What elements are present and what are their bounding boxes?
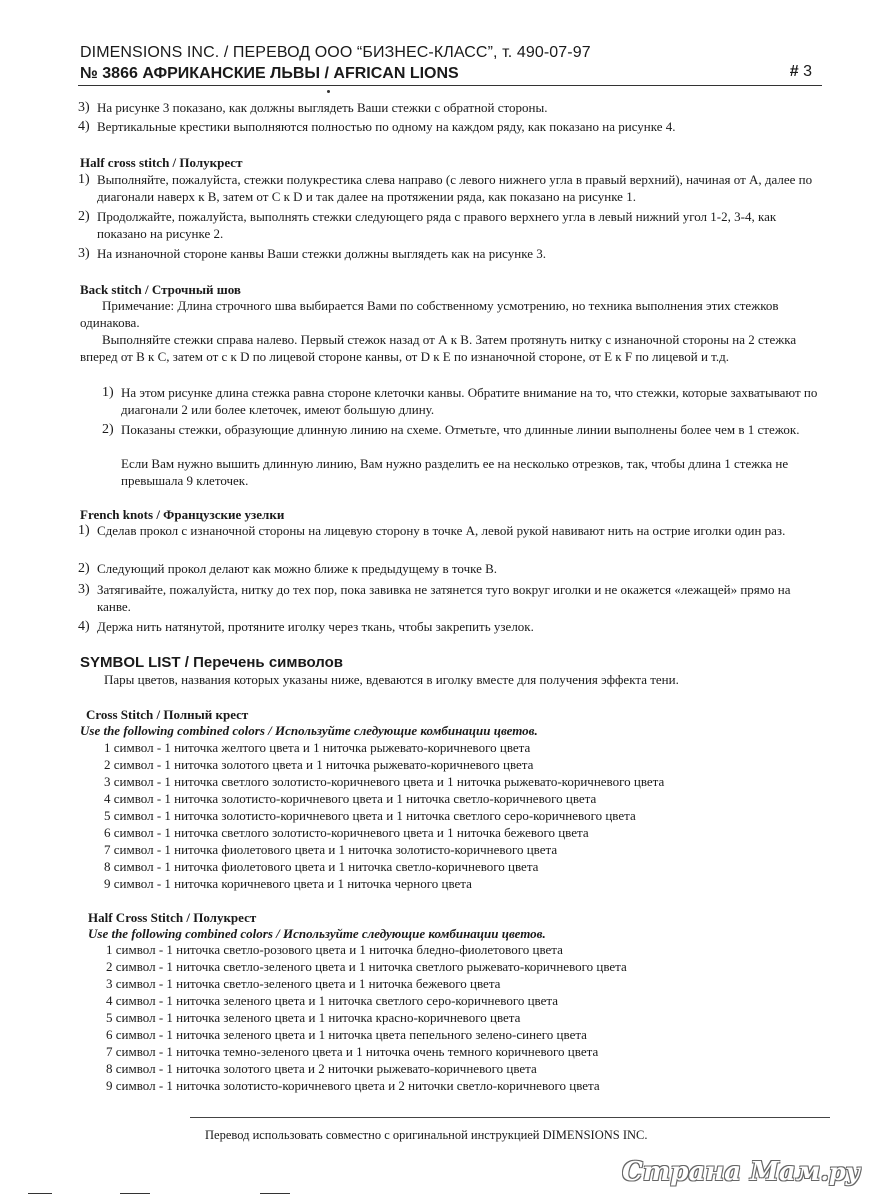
footer-rule: [190, 1117, 830, 1118]
watermark-logo: Страна Мам.ру: [622, 1157, 860, 1187]
header-rule: [78, 85, 822, 86]
page-number: [790, 63, 812, 80]
symbol-line: 1 символ - 1 ниточка светло-розового цвета и 1 ниточка бледно-фиолетового цвета: [106, 942, 563, 957]
symbol-line: 7 символ - 1 ниточка темно-зеленого цвета и 1 ниточка очень темного коричневого цвета: [106, 1044, 599, 1059]
symbol-line: 3 символ - 1 ниточка светло-зеленого цвета и 1 ниточка бежевого цвета: [106, 976, 501, 991]
back-stitch-note: Примечание: Длина строчного шва выбирается Вами по собственному усмотрению, но техника выполнения этих стежков одинакова.: [80, 298, 779, 330]
list-item: 4) Вертикальные крестики выполняются полностью по одному на каждом ряду, как показано на рисунке 4.: [78, 119, 676, 134]
symbol-line: 2 символ - 1 ниточка светло-зеленого цвета и 1 ниточка светлого рыжевато-коричневого цвета: [106, 959, 627, 974]
header-line-2: № 3866 АФРИКАНСКИЕ ЛЬВЫ / AFRICAN LIONS: [80, 65, 459, 82]
back-stitch-extra: Если Вам нужно вышить длинную линию, Вам нужно разделить ее на несколько отрезков, так, чтобы длина 1 стежка не превышала 9 клеточек.: [121, 456, 789, 488]
header-line-1: DIMENSIONS INC. / ПЕРЕВОД ООО “БИЗНЕС-КЛАСС”, т. 490-07-97: [80, 44, 591, 61]
page-hash: #: [789, 63, 799, 80]
cross-stitch-subtitle: Use the following combined colors / Используйте следующие комбинации цветов.: [80, 723, 538, 738]
scan-mark: [260, 1193, 290, 1194]
symbol-line: 9 символ - 1 ниточка золотисто-коричневого цвета и 2 ниточки светло-коричневого цвета: [106, 1078, 600, 1093]
symbol-line: 8 символ - 1 ниточка фиолетового цвета и 1 ниточка светло-коричневого цвета: [104, 859, 539, 874]
list-item: 1) Выполняйте, пожалуйста, стежки полукрестика слева направо (с левого нижнего угла в правый верхний), начиная от А, далее по диагонали наверх к В, затем от С к D и так далее на протяжении ряда, как показано на рисунке 1.: [78, 172, 813, 204]
section-title-half-cross-list: Half Cross Stitch / Полукрест: [88, 910, 257, 925]
symbol-list-intro: Пары цветов, названия которых указаны ниже, вдеваются в иголку вместе для получения эффекта тени.: [104, 672, 679, 687]
page-number-value: 3: [803, 63, 812, 80]
list-item: 3) Затягивайте, пожалуйста, нитку до тех пор, пока завивка не затянется туго вокруг иголки и не окажется «лежащей» прямо на канве.: [78, 582, 791, 614]
symbol-line: 5 символ - 1 ниточка зеленого цвета и 1 ниточка красно-коричневого цвета: [106, 1010, 521, 1025]
symbol-line: 4 символ - 1 ниточка зеленого цвета и 1 ниточка светлого серо-коричневого цвета: [106, 993, 558, 1008]
scan-mark: [120, 1193, 150, 1194]
list-item: 2) Показаны стежки, образующие длинную линию на схеме. Отметьте, что длинные линии выполнены более чем в 1 стежок.: [102, 422, 800, 437]
list-item: 3) На рисунке 3 показано, как должны выглядеть Ваши стежки с обратной стороны.: [78, 100, 548, 115]
list-item: 1) Сделав прокол с изнаночной стороны на лицевую сторону в точке А, левой рукой навивают нить на острие иголки один раз.: [78, 523, 786, 538]
symbol-line: 9 символ - 1 ниточка коричневого цвета и 1 ниточка черного цвета: [104, 876, 472, 891]
symbol-line: 1 символ - 1 ниточка желтого цвета и 1 ниточка рыжевато-коричневого цвета: [104, 740, 531, 755]
symbol-line: 3 символ - 1 ниточка светлого золотисто-коричневого цвета и 1 ниточка рыжевато-коричневого цвета: [104, 774, 665, 789]
half-cross-subtitle: Use the following combined colors / Используйте следующие комбинации цветов.: [88, 926, 546, 941]
symbol-line: 7 символ - 1 ниточка фиолетового цвета и 1 ниточка золотисто-коричневого цвета: [104, 842, 558, 857]
symbol-line: 6 символ - 1 ниточка зеленого цвета и 1 ниточка цвета пепельного зелено-синего цвета: [106, 1027, 587, 1042]
symbol-line: 5 символ - 1 ниточка золотисто-коричневого цвета и 1 ниточка светлого серо-коричневого цвета: [104, 808, 636, 823]
list-item: 1) На этом рисунке длина стежка равна стороне клеточки канвы. Обратите внимание на то, что стежки, которые захватывают по диагонали 2 или более клеточек, имеют большую длину.: [102, 385, 818, 417]
symbol-line: 2 символ - 1 ниточка золотого цвета и 1 ниточка рыжевато-коричневого цвета: [104, 757, 534, 772]
list-item: 3) На изнаночной стороне канвы Ваши стежки должны выглядеть как на рисунке 3.: [78, 246, 546, 261]
section-title-half-cross: Half cross stitch / Полукрест: [80, 155, 243, 170]
back-stitch-paragraph: Выполняйте стежки справа налево. Первый стежок назад от А к В. Затем протянуть нитку с изнаночной стороны на 2 стежка вперед от В к С, затем от с к D по лицевой стороне канвы, от D к Е по изнаночной стороне, от Е к F по лицевой и т.д.: [80, 332, 797, 364]
symbol-line: 6 символ - 1 ниточка светлого золотисто-коричневого цвета и 1 ниточка бежевого цвета: [104, 825, 589, 840]
scan-dot: [327, 90, 330, 93]
scan-mark: [28, 1193, 52, 1194]
list-item: 2) Следующий прокол делают как можно ближе к предыдущему в точке В.: [78, 561, 498, 576]
section-title-cross-stitch: Cross Stitch / Полный крест: [86, 707, 249, 722]
list-item: 4) Держа нить натянутой, протяните иголку через ткань, чтобы закрепить узелок.: [78, 619, 534, 634]
section-title-back-stitch: Back stitch / Строчный шов: [80, 282, 241, 297]
symbol-line: 8 символ - 1 ниточка золотого цвета и 2 ниточки рыжевато-коричневого цвета: [106, 1061, 537, 1076]
symbol-line: 4 символ - 1 ниточка золотисто-коричневого цвета и 1 ниточка светло-коричневого цвета: [104, 791, 597, 806]
section-title-french-knots: French knots / Французские узелки: [80, 507, 285, 522]
list-item: 2) Продолжайте, пожалуйста, выполнять стежки следующего ряда с правого верхнего угла в левый нижний угол 1-2, 3-4, как показано на рисунке 2.: [78, 209, 777, 241]
section-title-symbol-list: SYMBOL LIST / Перечень символов: [80, 654, 344, 671]
footer-text: Перевод использовать совместно с оригинальной инструкцией DIMENSIONS INC.: [205, 1128, 648, 1142]
